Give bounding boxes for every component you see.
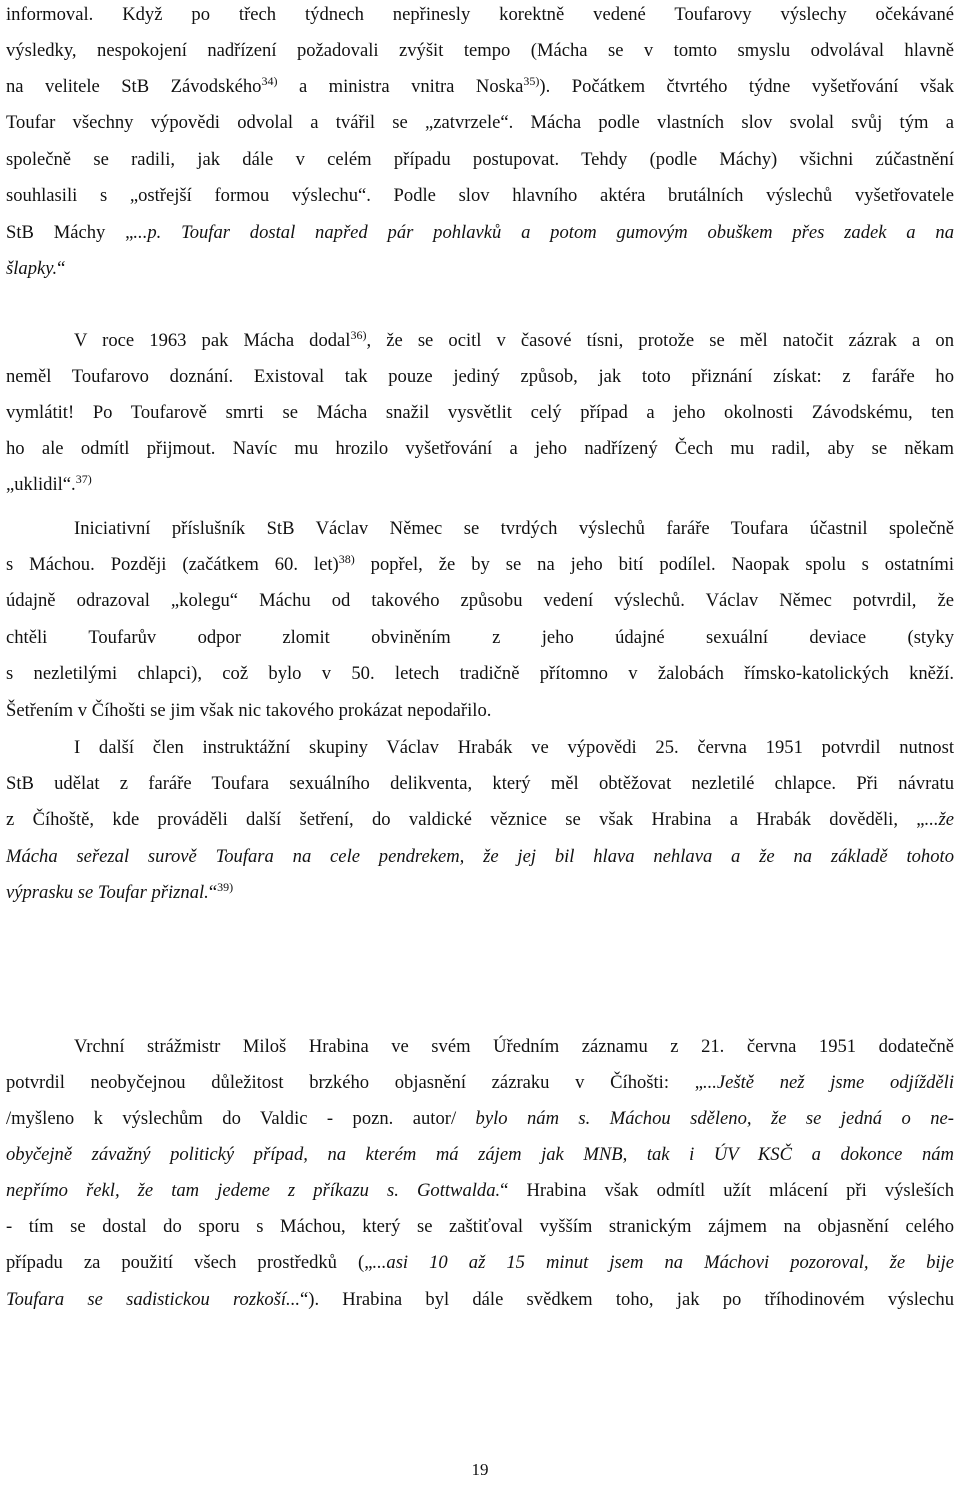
body-text: výsledky, nespokojení nadřízení požadovali zvýšit tempo (Mácha se v tomto smyslu odvolával hlavně (6, 40, 954, 61)
text-line (6, 258, 954, 280)
body-text: StB udělat z faráře Toufara sexuálního delikventa, který měl obtěžovat nezletilé chlapce. Při návratu (6, 773, 954, 794)
body-text: a ministra vnitra Noska (277, 76, 524, 97)
text-line (6, 1180, 954, 1202)
text-line (6, 1072, 954, 1094)
text-line (6, 882, 954, 904)
footnote-ref: 39) (217, 880, 234, 894)
body-text: StB Máchy „ (6, 222, 134, 243)
text-line (6, 773, 954, 795)
footnote-ref: 34) (261, 74, 278, 88)
body-text: Vrchní strážmistr Miloš Hrabina ve svém Úředním záznamu z 21. června 1951 dodatečně (74, 1036, 954, 1057)
body-text: potvrdil neobyčejnou důležitost brzkého objasnění zázraku v Číhošti: „ (6, 1072, 703, 1093)
body-text: s nezletilými chlapci), což bylo v 50. letech tradičně přítomno v žalobách římsko-katolických kněží. (6, 663, 954, 684)
body-text: Iniciativní příslušník StB Václav Němec se tvrdých výslechů faráře Toufara účastnil společně (74, 518, 954, 539)
body-text: společně se radili, jak dále v celém případu postupovat. Tehdy (podle Máchy) všichni zúčastnění (6, 149, 954, 170)
text-line (6, 1108, 954, 1130)
body-text: ). Počátkem čtvrtého týdne vyšetřování však (539, 76, 954, 97)
body-text: informoval. Když po třech týdnech nepřinesly korektně vedené Toufarovy výslechy očekávané (6, 4, 954, 25)
text-line (6, 663, 954, 685)
quoted-text: ...asi 10 až 15 minut jsem na Máchovi pozoroval, že bije (372, 1252, 954, 1273)
text-line (74, 1036, 954, 1058)
text-line (6, 40, 954, 62)
text-line (6, 627, 954, 649)
body-text: Toufar všechny výpovědi odvolal a tvářil se „zatvrzele“. Mácha podle vlastních slov svolal svůj tým a (6, 112, 954, 133)
text-line (6, 149, 954, 171)
quoted-text: obyčejně závažný politický případ, na kterém má zájem jak MNB, tak i ÚV KSČ a dokonce nám (6, 1144, 954, 1165)
quoted-text: ...p. Toufar dostal napřed pár pohlavků a potom gumovým obuškem přes zadek a na (133, 222, 954, 243)
quoted-text: nepřímo řekl, že tam jedeme z příkazu s. Gottwalda. (6, 1180, 501, 1201)
text-line (6, 809, 954, 831)
body-text: “ (57, 258, 66, 279)
body-text: “ (208, 882, 218, 903)
text-line (6, 846, 954, 868)
text-line (6, 590, 954, 612)
text-line (6, 112, 954, 134)
body-text: /myšleno k výslechům do Valdic - pozn. autor/ (6, 1108, 476, 1129)
footnote-ref: 38) (338, 552, 355, 566)
text-line (6, 700, 954, 722)
text-line (6, 554, 954, 576)
body-text: “ Hrabina však odmítl užít mlácení při výsleších (500, 1180, 955, 1201)
quoted-text: ...Ještě než jsme odjížděli (702, 1072, 954, 1093)
text-line (6, 222, 954, 244)
text-line (6, 474, 954, 496)
body-text: popřel, že by se na jeho bití podílel. Naopak spolu s ostatními (354, 554, 954, 575)
text-line (6, 366, 954, 388)
text-line (6, 76, 954, 98)
quoted-text: šlapky. (6, 258, 58, 279)
body-text: s Máchou. Později (začátkem 60. let) (6, 554, 339, 575)
quoted-text: výprasku se Toufar přiznal. (6, 882, 209, 903)
text-line (6, 1289, 954, 1311)
body-text: - tím se dostal do sporu s Máchou, který se zaštiťoval vyšším stranickým zájmem na objasnění celého (6, 1216, 954, 1237)
body-text: neměl Toufarovo doznání. Existoval tak pouze jediný způsob, jak toto přiznání získat: z faráře ho (6, 366, 954, 387)
body-text: z Číhoště, kde prováděli další šetření, do valdické věznice se však Hrabina a Hrabák dověděli, „ (6, 809, 925, 830)
quoted-text: Toufara se sadistickou rozkoší... (6, 1289, 300, 1310)
body-text: ho ale odmítl přijmout. Navíc mu hrozilo vyšetřování a jeho nadřízený Čech mu radil, aby se někam (6, 438, 954, 459)
quoted-text: ...že (924, 809, 954, 830)
footnote-ref: 37) (75, 472, 92, 486)
body-text: na velitele StB Závodského (6, 76, 262, 97)
footnote-ref: 36) (350, 328, 367, 342)
quoted-text: bylo nám s. Máchou sděleno, že se jedná o ne- (475, 1108, 954, 1129)
text-line (6, 402, 954, 424)
body-text: souhlasili s „ostřejší formou výslechu“. Podle slov hlavního aktéra brutálních výslechů vyšetřovatele (6, 185, 954, 206)
body-text: I další člen instruktážní skupiny Václav Hrabák ve výpovědi 25. června 1951 potvrdil nutnost (74, 737, 954, 758)
text-line (74, 518, 954, 540)
text-line (6, 4, 954, 26)
text-line (74, 330, 954, 352)
quoted-text: Mácha seřezal surově Toufara na cele pendrekem, že jej bil hlava nehlava a že na základě tohoto (6, 846, 954, 867)
footnote-ref: 35) (523, 74, 540, 88)
page-number: 19 (471, 1460, 489, 1479)
text-line (6, 1144, 954, 1166)
body-text: případu za použití všech prostředků („ (6, 1252, 373, 1273)
text-line (6, 1216, 954, 1238)
body-text: vymlátit! Po Toufarově smrti se Mácha snažil vysvětlit celý případ a jeho okolnosti Závodskému, ten (6, 402, 954, 423)
body-text: Šetřením v Číhošti se jim však nic takového prokázat nepodařilo. (6, 700, 492, 721)
text-line (6, 185, 954, 207)
body-text: “). Hrabina byl dále svědkem toho, jak po tříhodinovém výslechu (300, 1289, 955, 1310)
text-line (6, 1252, 954, 1274)
body-text: „uklidil“. (6, 474, 76, 495)
body-text: chtěli Toufarův odpor zlomit obviněním z jeho údajné sexuální deviace (styky (6, 627, 954, 648)
body-text: , že se ocitl v časové tísni, protože se měl natočit zázrak a on (366, 330, 954, 351)
text-line (74, 737, 954, 759)
body-text: V roce 1963 pak Mácha dodal (74, 330, 351, 351)
text-line (6, 438, 954, 460)
body-text: údajně odrazoval „kolegu“ Máchu od takového způsobu vedení výslechů. Václav Němec potvrdil, že (6, 590, 954, 611)
